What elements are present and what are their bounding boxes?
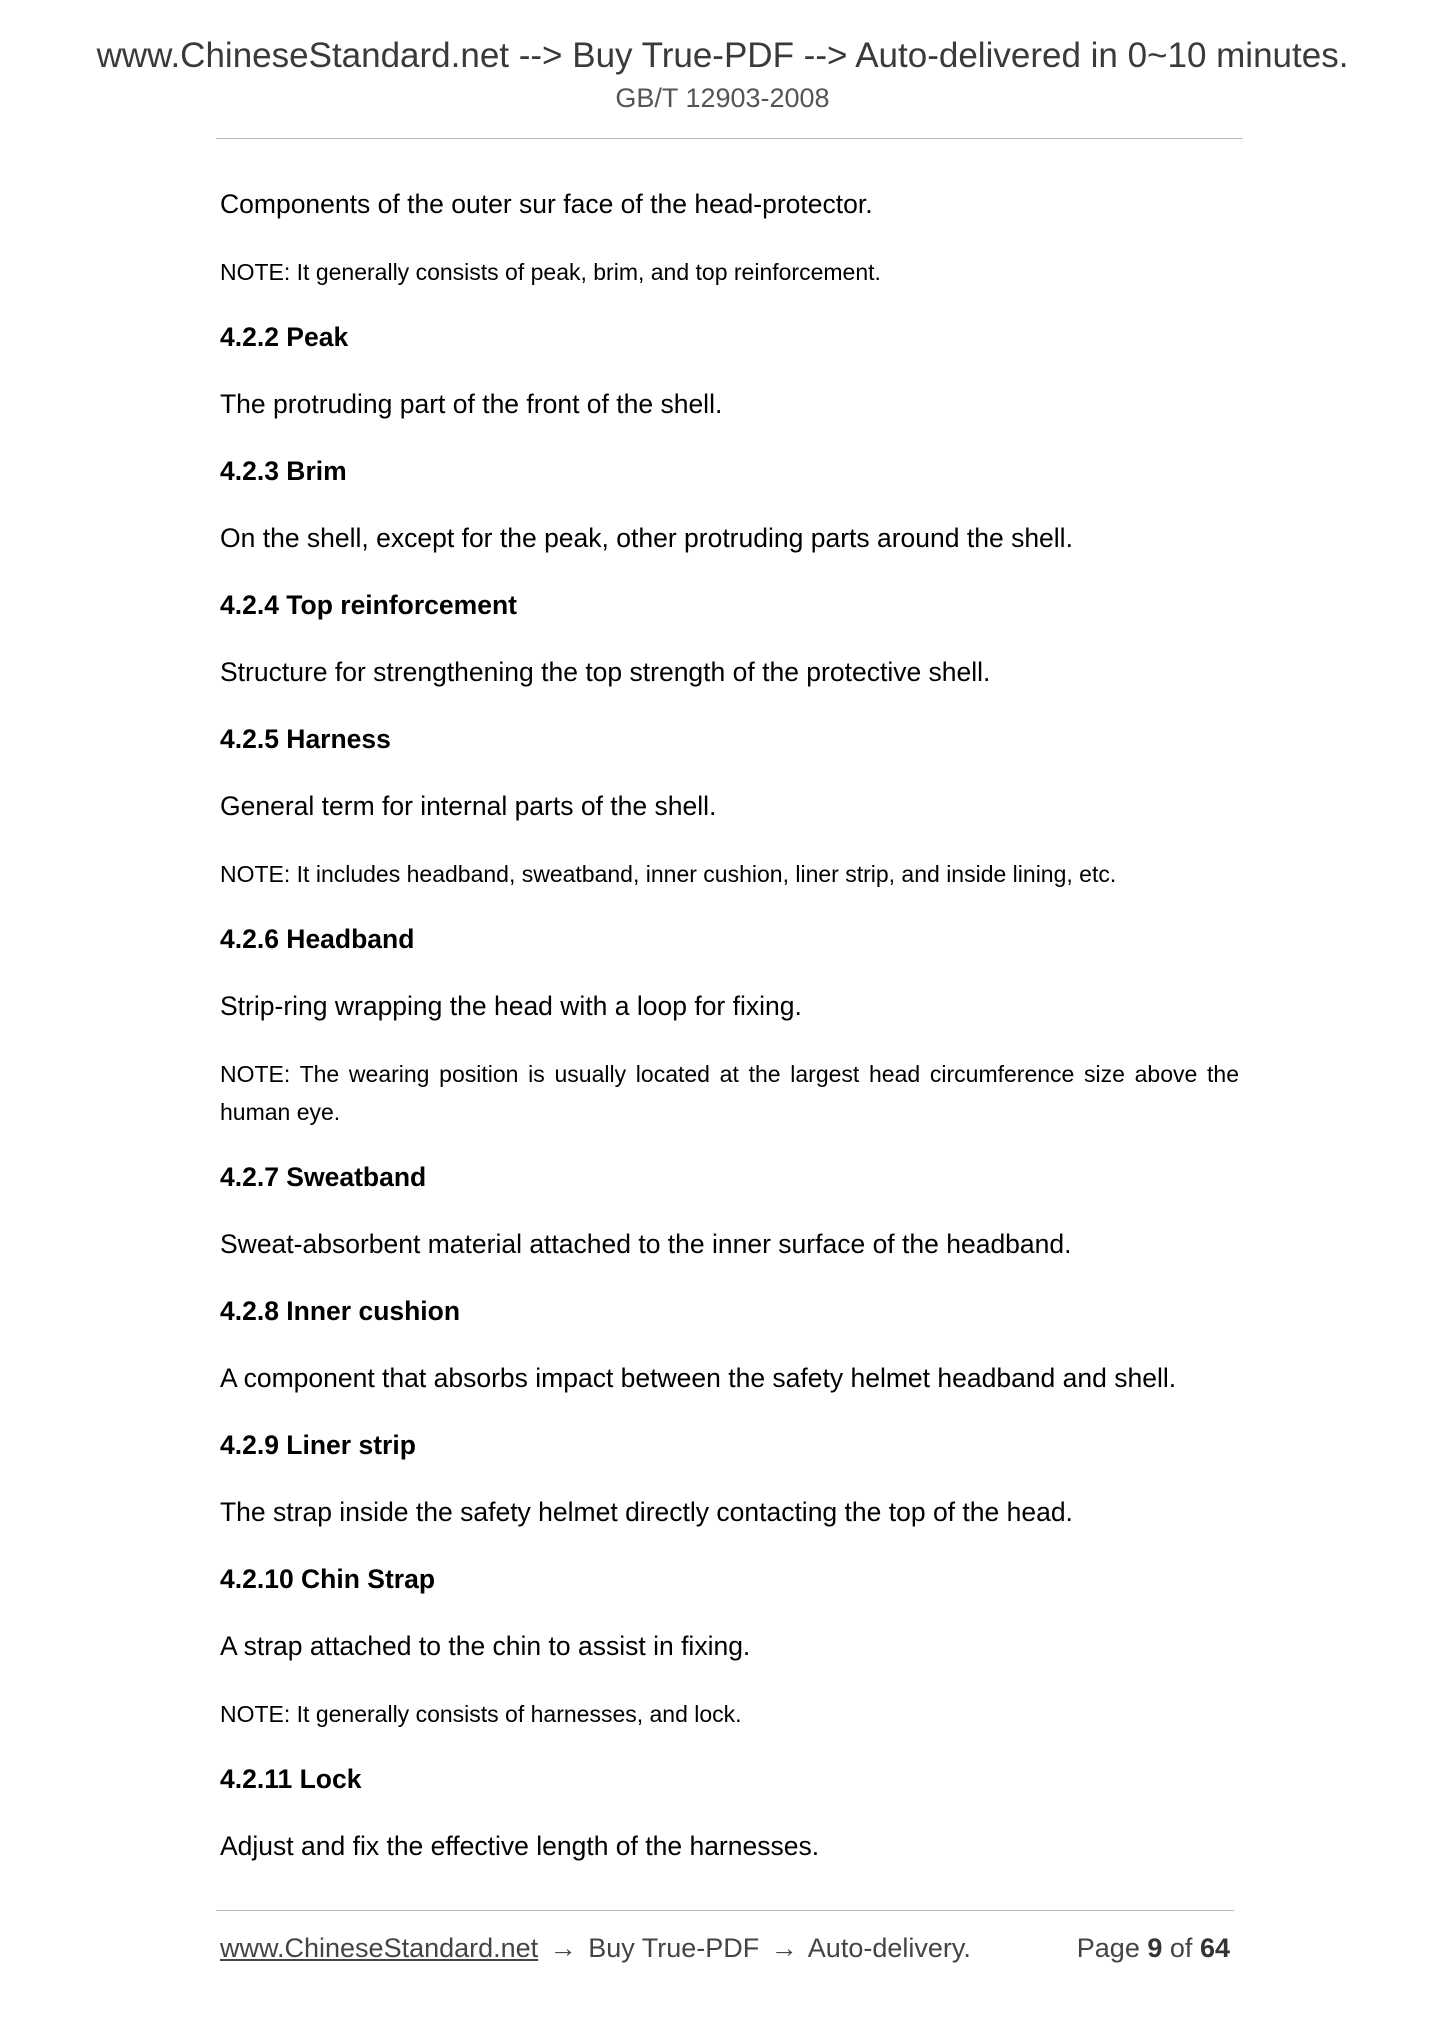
standard-number: GB/T 12903-2008 (615, 83, 830, 113)
section-heading-headband: 4.2.6 Headband (220, 924, 415, 954)
header-divider (216, 138, 1243, 139)
intro-note: NOTE: It generally consists of peak, brim, and top reinforcement. (220, 259, 881, 285)
section-heading-lock: 4.2.11 Lock (220, 1764, 362, 1794)
section-text-brim: On the shell, except for the peak, other protruding parts around the shell. (220, 523, 1073, 553)
footer-promo (220, 1930, 971, 1966)
buy-text: Buy True-PDF (588, 1933, 760, 1963)
section-text-chin-strap: A strap attached to the chin to assist in fixing. (220, 1631, 751, 1661)
page-word: Page (1076, 1933, 1140, 1963)
section-heading-harness: 4.2.5 Harness (220, 724, 391, 754)
footer-divider (216, 1910, 1234, 1911)
section-text-harness: General term for internal parts of the shell. (220, 791, 717, 821)
section-note-headband: NOTE: The wearing position is usually located at the largest head circumference size above the human eye. (220, 1061, 1239, 1125)
of-word: of (1169, 1933, 1193, 1963)
section-text-inner-cushion: A component that absorbs impact between the safety helmet headband and shell. (220, 1363, 1177, 1393)
section-text-peak: The protruding part of the front of the shell. (220, 389, 723, 419)
intro-definition: Components of the outer sur face of the head-protector. (220, 189, 873, 219)
arrow-right-icon: → (770, 1933, 798, 1963)
section-text-top-reinforcement: Structure for strengthening the top strength of the protective shell. (220, 657, 991, 687)
delivery-text: Auto-delivery. (807, 1933, 971, 1963)
section-note-chin-strap: NOTE: It generally consists of harnesses, and lock. (220, 1701, 742, 1727)
arrow-right-icon: → (549, 1933, 577, 1963)
document-body (220, 186, 1239, 1895)
section-heading-inner-cushion: 4.2.8 Inner cushion (220, 1296, 461, 1326)
section-heading-peak: 4.2.2 Peak (220, 322, 349, 352)
page-header (0, 34, 1445, 116)
section-text-headband: Strip-ring wrapping the head with a loop for fixing. (220, 991, 802, 1021)
section-heading-brim: 4.2.3 Brim (220, 456, 347, 486)
page-indicator (1077, 1930, 1230, 1966)
page-current: 9 (1147, 1933, 1163, 1963)
section-heading-liner-strip: 4.2.9 Liner strip (220, 1430, 416, 1460)
page-total: 64 (1199, 1933, 1230, 1963)
section-note-harness: NOTE: It includes headband, sweatband, inner cushion, liner strip, and inside lining, etc. (220, 861, 1117, 887)
site-link[interactable]: www.ChineseStandard.net (220, 1933, 539, 1963)
header-banner: www.ChineseStandard.net --> Buy True-PDF --> Auto-delivered in 0~10 minutes. (96, 36, 1349, 75)
section-heading-chin-strap: 4.2.10 Chin Strap (220, 1564, 436, 1594)
section-text-sweatband: Sweat-absorbent material attached to the inner surface of the headband. (220, 1229, 1072, 1259)
section-heading-top-reinforcement: 4.2.4 Top reinforcement (220, 590, 517, 620)
section-text-liner-strip: The strap inside the safety helmet directly contacting the top of the head. (220, 1497, 1073, 1527)
section-text-lock: Adjust and fix the effective length of the harnesses. (220, 1831, 820, 1861)
section-heading-sweatband: 4.2.7 Sweatband (220, 1162, 427, 1192)
